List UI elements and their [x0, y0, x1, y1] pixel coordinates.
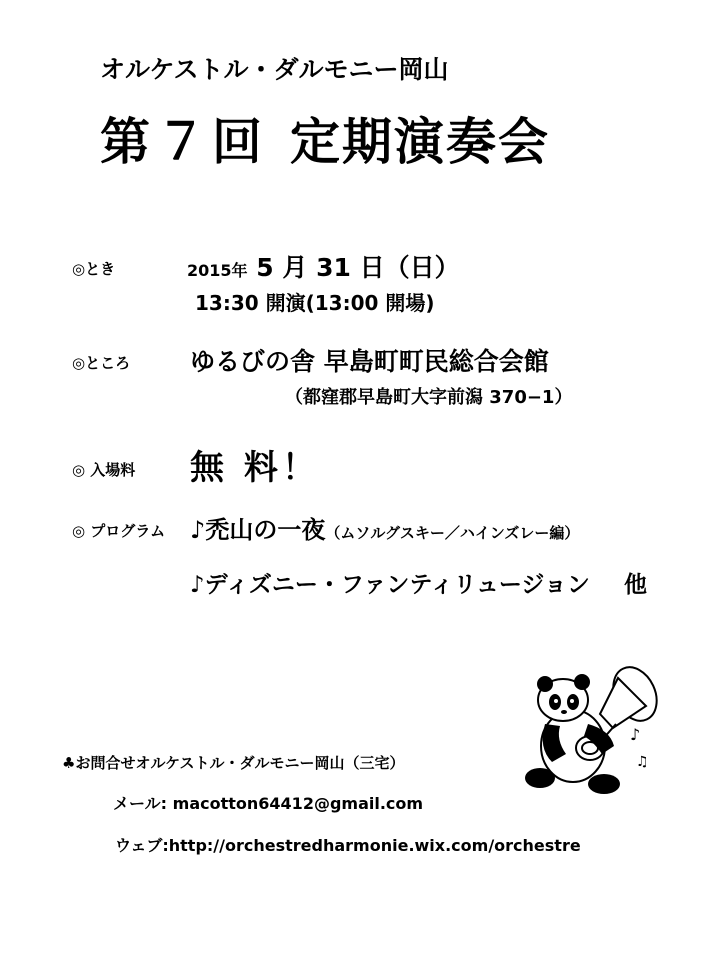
svg-text:♪: ♪ [630, 725, 641, 744]
admission-label: ◎ 入場料 [72, 461, 136, 479]
venue-address: （都窪郡早島町大字前潟 370−1） [285, 387, 573, 408]
place-label: ◎ところ [72, 354, 131, 372]
concert-number: 第７回 [100, 113, 268, 171]
date-day: 31 [316, 253, 351, 282]
venue-name: ゆるびの舎 早島町町民総合会館 [190, 347, 549, 376]
website-url: http://orchestredharmonie.wix.com/orchestre [168, 836, 581, 855]
program-item-title: ♪禿山の一夜 [190, 516, 326, 544]
program-label: ◎ プログラム [72, 522, 166, 540]
date-month-suffix: 月 [282, 253, 308, 282]
website-label: ウェブ: [115, 836, 169, 855]
date-label: ◎とき [72, 260, 116, 278]
program-etc: 他 [623, 572, 647, 598]
date-year: 2015 [187, 261, 232, 280]
concert-name: 定期演奏会 [290, 113, 550, 171]
date-month: 5 [256, 253, 274, 282]
concert-title [100, 102, 550, 174]
time-value: 13:30 開演(13:00 開場) [195, 291, 435, 315]
program-item-note: （ムソルグスキー／ハインズレー編） [325, 524, 580, 542]
email-line [113, 791, 423, 814]
program-item-title: ♪ディズニー・ファンティリュージョン [190, 572, 590, 598]
svg-text:♫: ♫ [636, 754, 649, 770]
email-address: macotton64412@gmail.com [172, 794, 424, 813]
program-item [190, 510, 579, 545]
inquiry-contact: ♣お問合せオルケストル・ダルモニー岡山（三宅） [62, 754, 405, 772]
organization-name: オルケストル・ダルモニー岡山 [100, 55, 449, 84]
admission-value: 無 料！ [190, 448, 320, 488]
program-item [190, 566, 647, 599]
email-label: メール: [113, 794, 173, 813]
date-day-suffix: 日 [359, 253, 385, 282]
date-weekday: （日） [384, 253, 460, 282]
date-year-suffix: 年 [231, 261, 248, 280]
website-line [115, 833, 581, 856]
date-value [187, 248, 460, 284]
panda-euphonium-illustration [518, 658, 663, 803]
